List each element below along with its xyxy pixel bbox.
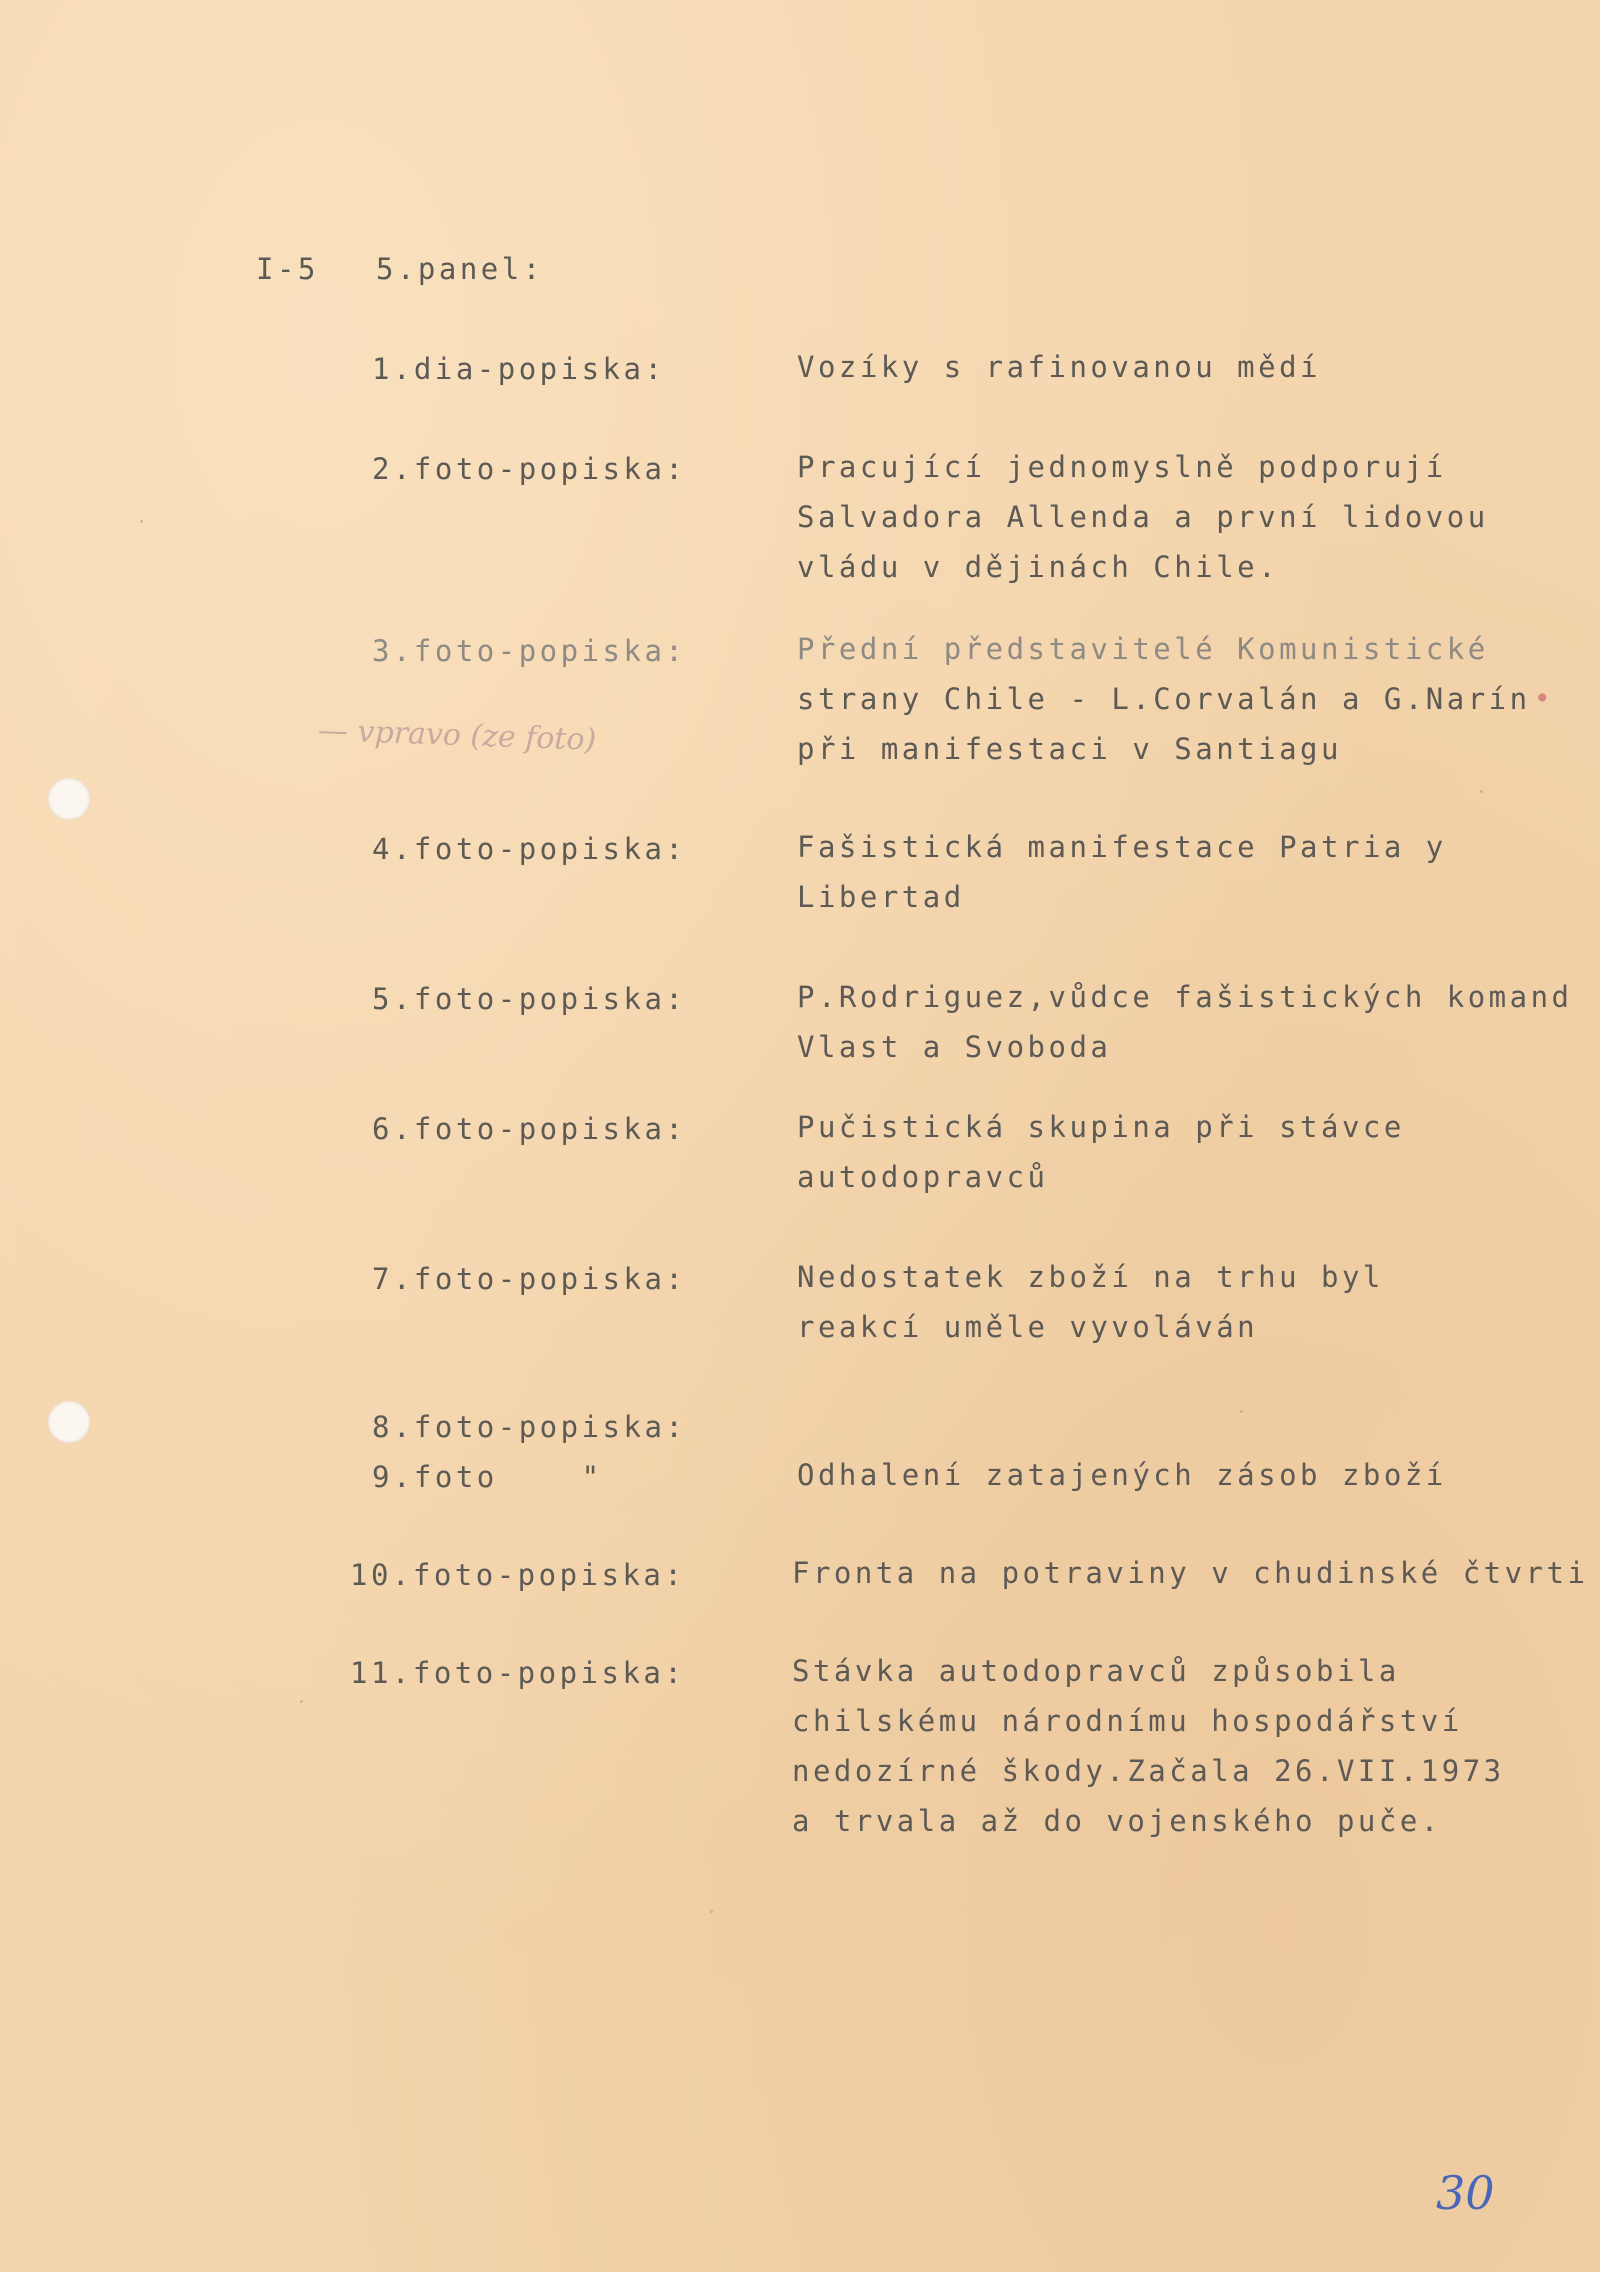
- entry-label: 7.foto-popiska:: [372, 1262, 687, 1296]
- entry-line: strany Chile - L.Corvalán a G.Narín: [797, 682, 1531, 716]
- paper-speck: [140, 520, 143, 523]
- pencil-accent-mark: •: [1534, 682, 1551, 715]
- entry-label: 5.foto-popiska:: [372, 982, 687, 1016]
- entry-label-secondary: 9.foto ": [372, 1460, 603, 1494]
- entry-line: nedozírné škody.Začala 26.VII.1973: [792, 1754, 1505, 1788]
- entry-line: Pučistická skupina při stávce: [797, 1110, 1405, 1144]
- entry-line: Pracující jednomyslně podporují: [797, 450, 1447, 484]
- entry-label: 1.dia-popiska:: [372, 352, 666, 386]
- punch-hole-top: [48, 778, 90, 820]
- paper-speck: [1480, 790, 1483, 793]
- entry-line: Fronta na potraviny v chudinské čtvrti: [792, 1556, 1589, 1590]
- document-code: I-5: [256, 252, 319, 286]
- entry-line: Stávka autodopravců způsobila: [792, 1654, 1400, 1688]
- entry-line: Nedostatek zboží na trhu byl: [797, 1260, 1384, 1294]
- panel-title: 5.panel:: [376, 252, 544, 286]
- entry-label: 11.foto-popiska:: [350, 1656, 686, 1690]
- entry-line: Vlast a Svoboda: [797, 1030, 1112, 1064]
- entry-line: reakcí uměle vyvoláván: [797, 1310, 1259, 1344]
- paper-speck: [300, 1700, 303, 1703]
- entry-line: Odhalení zatajených zásob zboží: [797, 1458, 1447, 1492]
- entry-label: 10.foto-popiska:: [350, 1558, 686, 1592]
- entry-label: 8.foto-popiska:: [372, 1410, 687, 1444]
- entry-label: 2.foto-popiska:: [372, 452, 687, 486]
- entry-label: 6.foto-popiska:: [372, 1112, 687, 1146]
- entry-line: P.Rodriguez,vůdce fašistických komand: [797, 980, 1573, 1014]
- entry-label: 4.foto-popiska:: [372, 832, 687, 866]
- entry-line: Vozíky s rafinovanou mědí: [797, 350, 1321, 384]
- entry-line: autodopravců: [797, 1160, 1049, 1194]
- entry-line: Libertad: [797, 880, 965, 914]
- paper-speck: [1240, 1410, 1243, 1413]
- pencil-annotation: — vpravo (ze foto): [317, 713, 597, 758]
- entry-line: Salvadora Allenda a první lidovou: [797, 500, 1489, 534]
- entry-line: chilskému národnímu hospodářství: [792, 1704, 1463, 1738]
- punch-hole-bottom: [48, 1401, 90, 1443]
- entry-line: vládu v dějinách Chile.: [797, 550, 1280, 584]
- page-number: 30: [1436, 2166, 1495, 2220]
- entry-line: při manifestaci v Santiagu: [797, 732, 1342, 766]
- entry-line: Přední představitelé Komunistické: [797, 632, 1489, 666]
- entry-label: 3.foto-popiska:: [372, 634, 687, 668]
- entry-line: a trvala až do vojenského puče.: [792, 1804, 1442, 1838]
- paper-speck: [710, 1910, 713, 1913]
- entry-line: Fašistická manifestace Patria y: [797, 830, 1447, 864]
